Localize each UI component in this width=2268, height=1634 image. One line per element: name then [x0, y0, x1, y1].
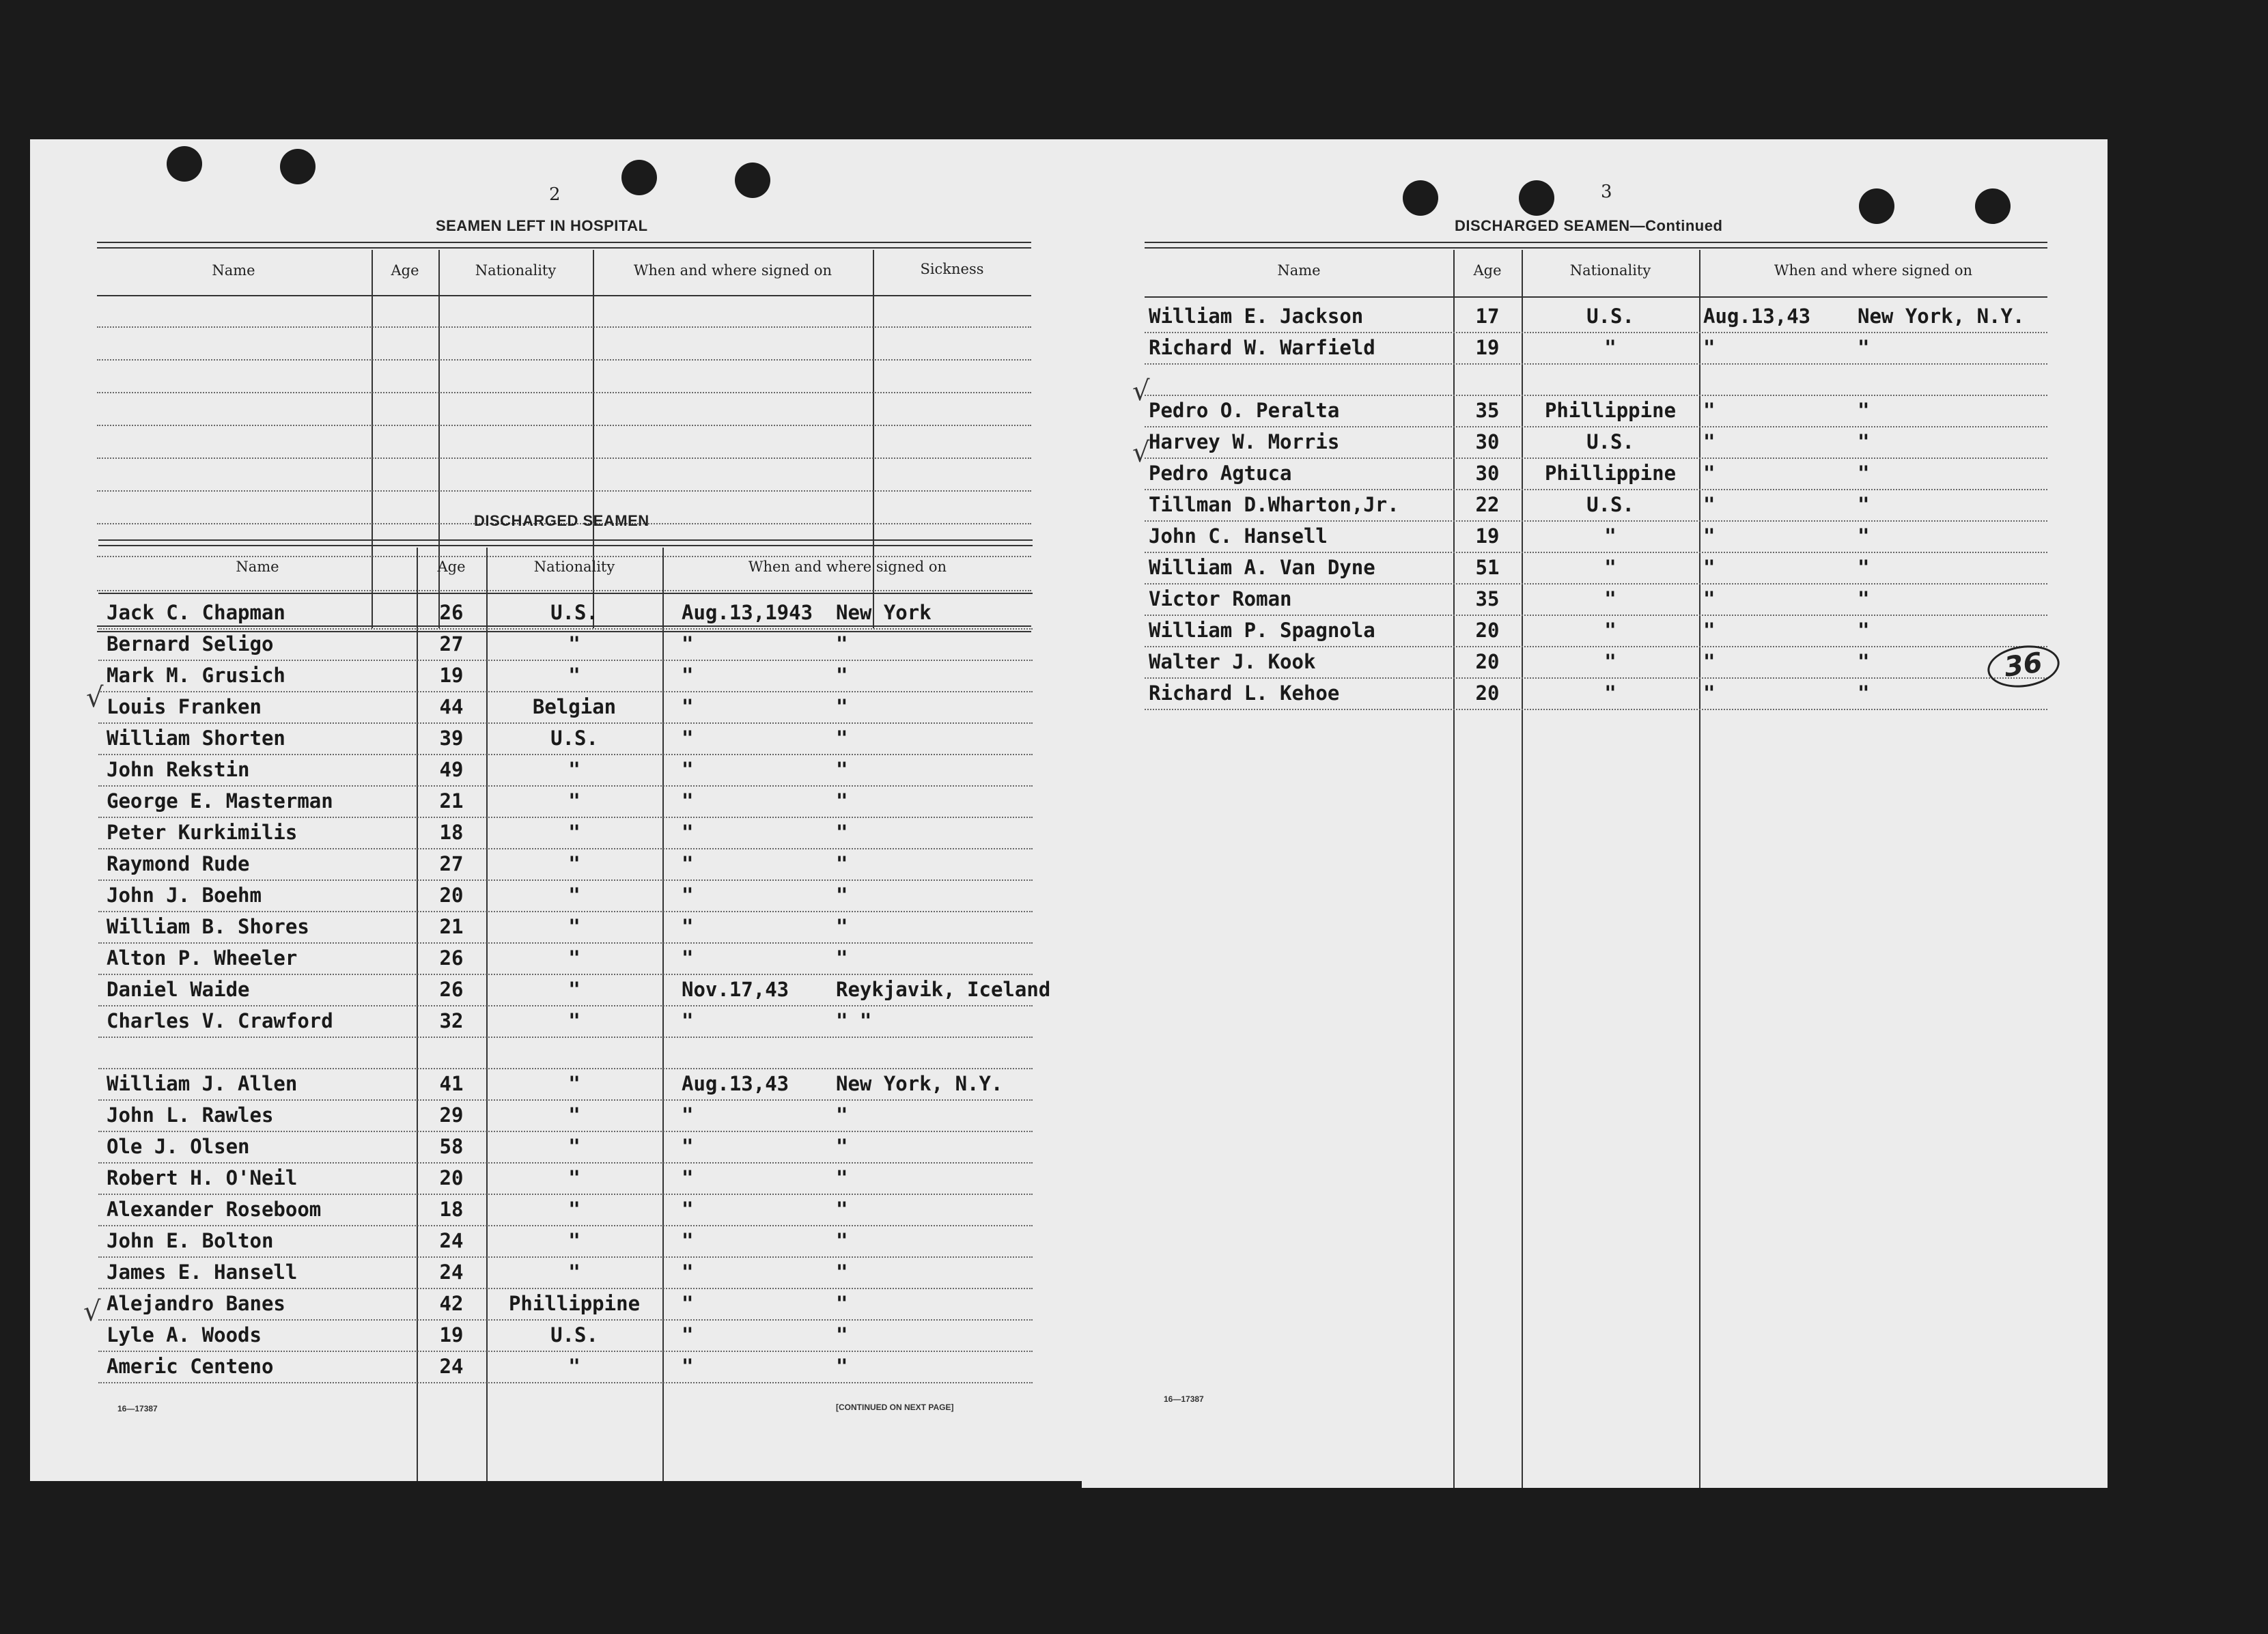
row-line [98, 1256, 1033, 1258]
seaman-name: Peter Kurkimilis [107, 821, 298, 844]
signed-on-place: New York, N.Y. [836, 1072, 1003, 1095]
seaman-nationality: " [568, 852, 580, 875]
signed-on-place: New York [836, 601, 932, 624]
seaman-age: 20 [1475, 619, 1500, 642]
row-line [98, 691, 1033, 692]
page-number: 3 [1601, 182, 1612, 202]
signed-on-date: Nov.17,43 [682, 978, 789, 1001]
seaman-nationality: " [1604, 587, 1616, 610]
signed-on-place: " [836, 946, 848, 970]
row-line [1145, 395, 2047, 396]
row-line [1145, 709, 2047, 710]
seaman-nationality: " [568, 946, 580, 970]
row-line [98, 1162, 1033, 1164]
seaman-nationality: " [1604, 619, 1616, 642]
seaman-age: 30 [1475, 462, 1500, 485]
seaman-nationality: " [568, 1009, 580, 1032]
discharged-header-nationality: Nationality [533, 559, 615, 575]
seaman-name: Victor Roman [1149, 587, 1292, 610]
row-line [98, 722, 1033, 724]
row-line [98, 660, 1033, 661]
punch-hole [621, 160, 657, 195]
discharged-continued-title: DISCHARGED SEAMEN—Continued [1455, 217, 1723, 234]
seaman-name: Bernard Seligo [107, 632, 274, 656]
signed-on-date: " [1703, 399, 1716, 422]
seaman-age: 27 [439, 632, 464, 656]
row-line [1145, 363, 2047, 365]
signed-on-date: " [682, 664, 694, 687]
seaman-nationality: U.S. [1586, 305, 1634, 328]
signed-on-place: " [836, 1260, 848, 1284]
seaman-nationality: Phillippine [1544, 462, 1677, 485]
signed-on-date: " [682, 1009, 694, 1032]
seaman-name: Alejandro Banes [107, 1292, 285, 1315]
signed-on-place: New York, N.Y. [1858, 305, 2025, 328]
signed-on-place: " [1858, 336, 1870, 359]
row-line [98, 1288, 1033, 1289]
seaman-name: Americ Centeno [107, 1355, 274, 1378]
row-line [98, 1351, 1033, 1352]
signed-on-place: " [836, 1229, 848, 1252]
signed-on-date: " [682, 727, 694, 750]
signed-on-date: " [682, 1323, 694, 1347]
signed-on-place: " [836, 884, 848, 907]
signed-on-date: " [1703, 430, 1716, 453]
seaman-name: Robert H. O'Neil [107, 1166, 298, 1189]
seaman-nationality: " [568, 1072, 580, 1095]
signed-on-place: " [836, 821, 848, 844]
signed-on-place: " [1858, 524, 1870, 548]
seaman-nationality: U.S. [1586, 430, 1634, 453]
row-line [98, 911, 1033, 912]
signed-on-date: " [682, 695, 694, 718]
signed-on-place: " [1858, 493, 1870, 516]
signed-on-place: " " [836, 1009, 872, 1032]
row-line [1145, 677, 2047, 679]
row-line [98, 1194, 1033, 1195]
handwritten-count: 36 [1985, 641, 2062, 692]
seaman-nationality: " [1604, 524, 1616, 548]
seaman-nationality: " [568, 664, 580, 687]
punch-hole [1859, 188, 1894, 224]
left-page [30, 139, 1082, 1481]
seaman-age: 20 [439, 884, 464, 907]
seaman-age: 49 [439, 758, 464, 781]
discharged-section-title: DISCHARGED SEAMEN [474, 512, 649, 529]
row-line [98, 1131, 1033, 1132]
seaman-nationality: " [1604, 681, 1616, 705]
seaman-age: 35 [1475, 399, 1500, 422]
row-line [1145, 615, 2047, 616]
hospital-header-nationality: Nationality [475, 262, 557, 279]
signed-on-place: " [836, 789, 848, 813]
signed-on-date: Aug.13,43 [682, 1072, 789, 1095]
signed-on-date: " [682, 821, 694, 844]
seaman-age: 32 [439, 1009, 464, 1032]
punch-hole [167, 146, 202, 182]
punch-hole [1519, 180, 1554, 216]
punch-hole [1403, 180, 1438, 216]
seaman-name: William J. Allen [107, 1072, 298, 1095]
seaman-age: 41 [439, 1072, 464, 1095]
signed-on-place: " [1858, 650, 1870, 673]
signed-on-date: " [1703, 336, 1716, 359]
seaman-age: 39 [439, 727, 464, 750]
seaman-name: Harvey W. Morris [1149, 430, 1340, 453]
seaman-name: William P. Spagnola [1149, 619, 1375, 642]
seaman-name: Richard W. Warfield [1149, 336, 1375, 359]
discharged-header-age: Age [437, 559, 466, 575]
signed-on-date: " [682, 946, 694, 970]
form-number: 16—17387 [1164, 1394, 1204, 1404]
signed-on-date: " [682, 758, 694, 781]
seaman-age: 20 [1475, 650, 1500, 673]
seaman-name: Charles V. Crawford [107, 1009, 333, 1032]
row-line [1145, 552, 2047, 553]
row-line [98, 754, 1033, 755]
seaman-name: Louis Franken [107, 695, 262, 718]
signed-on-date: " [682, 1103, 694, 1127]
hospital-header-signed-on: When and where signed on [633, 262, 832, 279]
seaman-name: Alexander Roseboom [107, 1198, 322, 1221]
right-page [1082, 139, 2108, 1488]
seaman-age: 19 [439, 1323, 464, 1347]
row-line [1145, 583, 2047, 584]
seaman-nationality: " [568, 1135, 580, 1158]
seaman-nationality: " [1604, 336, 1616, 359]
row-line [98, 1037, 1033, 1038]
seaman-age: 44 [439, 695, 464, 718]
seaman-age: 30 [1475, 430, 1500, 453]
seaman-nationality: " [1604, 650, 1616, 673]
row-line [98, 1382, 1033, 1383]
hospital-section-title: SEAMEN LEFT IN HOSPITAL [436, 217, 648, 234]
seaman-nationality: " [568, 1103, 580, 1127]
seaman-name: William B. Shores [107, 915, 309, 938]
signed-on-date: " [682, 915, 694, 938]
signed-on-place: Reykjavik, Iceland [836, 978, 1051, 1001]
seaman-age: 22 [1475, 493, 1500, 516]
signed-on-date: " [682, 1166, 694, 1189]
seaman-name: William A. Van Dyne [1149, 556, 1375, 579]
seaman-age: 26 [439, 946, 464, 970]
row-line [1145, 426, 2047, 427]
row-line [1145, 457, 2047, 459]
seaman-nationality: " [568, 1229, 580, 1252]
right-header-signed-on: When and where signed on [1774, 262, 1973, 279]
punch-hole [1975, 188, 2011, 224]
seaman-age: 35 [1475, 587, 1500, 610]
row-line [1145, 332, 2047, 333]
signed-on-date: " [682, 1229, 694, 1252]
seaman-name: Ole J. Olsen [107, 1135, 250, 1158]
signed-on-place: " [836, 664, 848, 687]
row-line [1145, 646, 2047, 647]
seaman-nationality: " [1604, 556, 1616, 579]
seaman-age: 29 [439, 1103, 464, 1127]
signed-on-date: " [1703, 524, 1716, 548]
signed-on-place: " [836, 1198, 848, 1221]
signed-on-place: " [836, 1323, 848, 1347]
seaman-age: 24 [439, 1229, 464, 1252]
form-number: 16—17387 [117, 1404, 158, 1413]
signed-on-place: " [836, 1166, 848, 1189]
signed-on-place: " [836, 758, 848, 781]
row-line [98, 848, 1033, 849]
punch-hole [280, 149, 316, 184]
seaman-age: 24 [439, 1355, 464, 1378]
signed-on-place: " [836, 1135, 848, 1158]
signed-on-date: " [682, 1292, 694, 1315]
seaman-nationality: " [568, 789, 580, 813]
signed-on-place: " [836, 632, 848, 656]
signed-on-place: " [836, 695, 848, 718]
continued-note: [CONTINUED ON NEXT PAGE] [836, 1403, 954, 1412]
row-line [98, 1005, 1033, 1006]
seaman-age: 20 [1475, 681, 1500, 705]
seaman-name: Mark M. Grusich [107, 664, 285, 687]
row-line [98, 1319, 1033, 1321]
row-line [98, 1068, 1033, 1069]
seaman-age: 19 [1475, 336, 1500, 359]
signed-on-place: " [1858, 587, 1870, 610]
seaman-age: 18 [439, 821, 464, 844]
seaman-age: 58 [439, 1135, 464, 1158]
signed-on-date: " [1703, 681, 1716, 705]
right-header-nationality: Nationality [1569, 262, 1651, 279]
check-mark: √ [1132, 437, 1150, 468]
seaman-name: George E. Masterman [107, 789, 333, 813]
seaman-nationality: Phillippine [508, 1292, 641, 1315]
seaman-name: Walter J. Kook [1149, 650, 1316, 673]
signed-on-date: Aug.13,1943 [682, 601, 813, 624]
signed-on-date: " [1703, 619, 1716, 642]
discharged-header-signed-on: When and where signed on [748, 559, 947, 575]
signed-on-date: " [682, 1355, 694, 1378]
row-line [98, 817, 1033, 818]
seaman-nationality: " [568, 1198, 580, 1221]
seaman-name: Lyle A. Woods [107, 1323, 262, 1347]
seaman-nationality: " [568, 758, 580, 781]
signed-on-date: " [682, 1260, 694, 1284]
seaman-name: Jack C. Chapman [107, 601, 285, 624]
signed-on-date: " [682, 852, 694, 875]
signed-on-date: " [682, 632, 694, 656]
seaman-nationality: " [568, 884, 580, 907]
row-line [98, 1225, 1033, 1226]
signed-on-date: " [1703, 587, 1716, 610]
signed-on-date: " [1703, 462, 1716, 485]
check-mark: √ [1132, 376, 1150, 407]
seaman-name: John Rekstin [107, 758, 250, 781]
seaman-name: Pedro Agtuca [1149, 462, 1292, 485]
signed-on-place: " [1858, 462, 1870, 485]
seaman-name: John J. Boehm [107, 884, 262, 907]
signed-on-place: " [836, 1292, 848, 1315]
seaman-age: 17 [1475, 305, 1500, 328]
punch-hole [735, 163, 770, 198]
check-mark: √ [83, 1296, 101, 1327]
seaman-age: 51 [1475, 556, 1500, 579]
check-mark: √ [86, 682, 104, 714]
right-header-name: Name [1277, 262, 1321, 279]
row-line [98, 785, 1033, 787]
seaman-name: Pedro O. Peralta [1149, 399, 1340, 422]
signed-on-date: " [682, 1135, 694, 1158]
seaman-age: 27 [439, 852, 464, 875]
signed-on-date: " [1703, 493, 1716, 516]
seaman-name: Tillman D.Wharton,Jr. [1149, 493, 1399, 516]
seaman-nationality: " [568, 915, 580, 938]
signed-on-place: " [1858, 430, 1870, 453]
signed-on-place: " [1858, 399, 1870, 422]
hospital-header-age: Age [391, 262, 419, 279]
page-number: 2 [549, 184, 561, 205]
seaman-age: 19 [439, 664, 464, 687]
seaman-name: James E. Hansell [107, 1260, 298, 1284]
seaman-age: 42 [439, 1292, 464, 1315]
seaman-name: Alton P. Wheeler [107, 946, 298, 970]
seaman-age: 20 [439, 1166, 464, 1189]
row-line [98, 879, 1033, 881]
discharged-header-name: Name [236, 559, 279, 575]
row-line [1145, 520, 2047, 522]
row-line [1145, 489, 2047, 490]
signed-on-date: " [1703, 556, 1716, 579]
seaman-name: John L. Rawles [107, 1103, 274, 1127]
signed-on-place: " [1858, 681, 1870, 705]
seaman-nationality: " [568, 978, 580, 1001]
seaman-nationality: " [568, 632, 580, 656]
hospital-header-sickness: Sickness [920, 261, 984, 277]
seaman-nationality: Phillippine [1544, 399, 1677, 422]
row-line [98, 1099, 1033, 1101]
row-line [98, 942, 1033, 944]
seaman-name: William Shorten [107, 727, 285, 750]
seaman-nationality: " [568, 821, 580, 844]
signed-on-place: " [836, 852, 848, 875]
signed-on-date: " [682, 1198, 694, 1221]
signed-on-place: " [836, 1355, 848, 1378]
seaman-name: John E. Bolton [107, 1229, 274, 1252]
signed-on-date: Aug.13,43 [1703, 305, 1811, 328]
seaman-nationality: " [568, 1260, 580, 1284]
seaman-name: Raymond Rude [107, 852, 250, 875]
seaman-name: William E. Jackson [1149, 305, 1364, 328]
seaman-age: 24 [439, 1260, 464, 1284]
seaman-age: 21 [439, 789, 464, 813]
seaman-name: Daniel Waide [107, 978, 250, 1001]
signed-on-date: " [682, 884, 694, 907]
signed-on-place: " [836, 727, 848, 750]
seaman-nationality: U.S. [550, 1323, 598, 1347]
seaman-age: 26 [439, 601, 464, 624]
seaman-nationality: Belgian [532, 695, 617, 718]
signed-on-date: " [682, 789, 694, 813]
seaman-nationality: " [568, 1355, 580, 1378]
seaman-nationality: U.S. [1586, 493, 1634, 516]
row-line [98, 628, 1033, 630]
hospital-header-name: Name [212, 262, 255, 279]
signed-on-place: " [836, 1103, 848, 1127]
seaman-name: Richard L. Kehoe [1149, 681, 1340, 705]
signed-on-place: " [1858, 556, 1870, 579]
right-header-age: Age [1473, 262, 1502, 279]
seaman-nationality: " [568, 1166, 580, 1189]
seaman-nationality: U.S. [550, 727, 598, 750]
seaman-nationality: U.S. [550, 601, 598, 624]
seaman-name: John C. Hansell [1149, 524, 1328, 548]
signed-on-place: " [1858, 619, 1870, 642]
seaman-age: 26 [439, 978, 464, 1001]
seaman-age: 21 [439, 915, 464, 938]
signed-on-date: " [1703, 650, 1716, 673]
seaman-age: 18 [439, 1198, 464, 1221]
seaman-age: 19 [1475, 524, 1500, 548]
signed-on-place: " [836, 915, 848, 938]
row-line [98, 974, 1033, 975]
